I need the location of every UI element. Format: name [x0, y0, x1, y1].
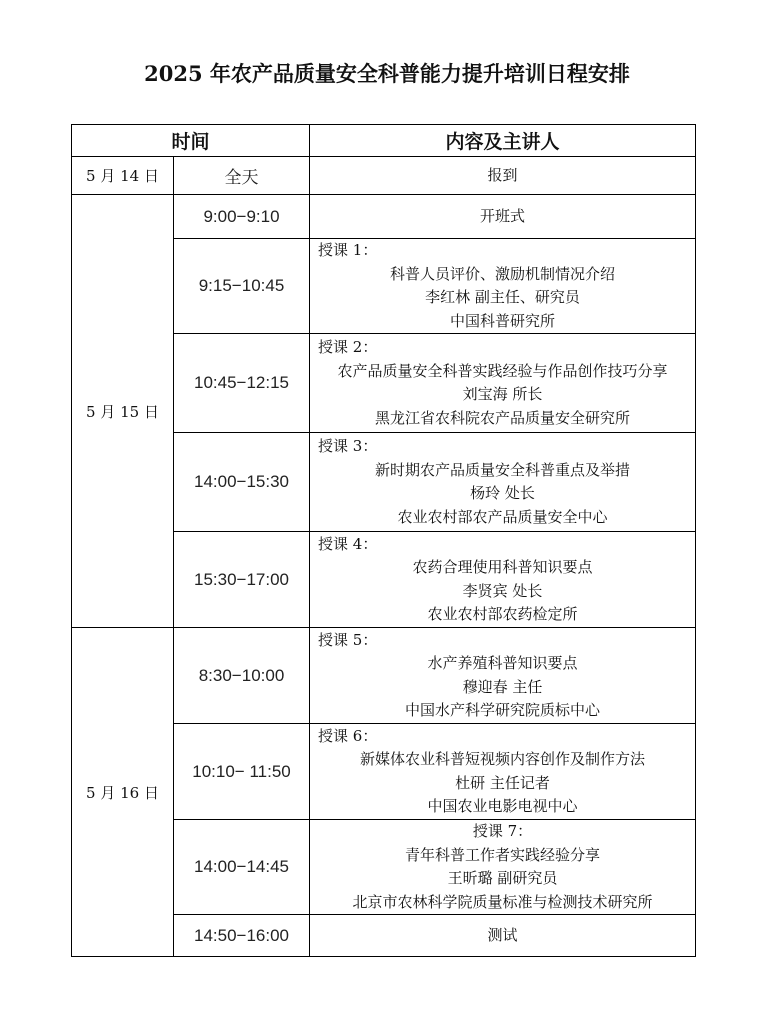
content-cell: [310, 239, 696, 334]
lecture-label: 授课 6：: [318, 726, 378, 745]
column-header-content: 内容及主讲人: [310, 125, 696, 157]
table-row: [72, 195, 696, 239]
table-row: [72, 157, 696, 195]
content-cell: [310, 433, 696, 532]
column-header-time: 时间: [72, 125, 310, 157]
table-row: [72, 628, 696, 724]
content-cell: [310, 628, 696, 724]
lecture-label: 授课 5：: [318, 630, 378, 649]
content-cell: [310, 532, 696, 628]
lecturer-name: 刘宝海 所长: [462, 385, 543, 403]
lecturer-organization: 农业农村部农药检定所: [427, 605, 578, 623]
time-cell: 8:30−10:00: [174, 628, 310, 724]
time-cell: 9:00−9:10: [174, 195, 310, 239]
lecturer-name: 李贤宾 处长: [462, 581, 543, 600]
content-cell: [310, 724, 696, 820]
lecturer-organization: 中国科普研究所: [450, 311, 556, 330]
lecturer-organization: 农业农村部农产品质量安全中心: [397, 507, 608, 526]
lecturer-name: 穆迎春 主任: [462, 677, 543, 696]
date-cell: 5 月 16 日: [72, 628, 174, 957]
lecturer-organization: 北京市农林科学院质量标准与检测技术研究所: [352, 892, 653, 911]
content-cell: [310, 820, 696, 915]
lecture-topic: 新时期农产品质量安全科普重点及举措: [375, 460, 631, 479]
time-cell: 14:00−14:45: [174, 820, 310, 915]
page-title: 2025 年农产品质量安全科普能力提升培训日程安排: [144, 61, 630, 86]
lecture-label: 授课 7：: [472, 822, 533, 840]
lecturer-name: 王昕璐 副研究员: [447, 869, 558, 887]
content-text: 测试: [487, 925, 518, 944]
date-cell: 5 月 15 日: [72, 195, 174, 628]
lecture-label: 授课 2：: [318, 338, 378, 356]
table-header-row: [72, 125, 696, 157]
content-cell: [310, 157, 696, 195]
lecturer-name: 杨玲 处长: [470, 484, 535, 502]
content-text: 开班式: [480, 206, 526, 225]
lecturer-organization: 中国水产科学研究院质标中心: [405, 701, 601, 719]
content-cell: [310, 915, 696, 957]
lecture-topic: 科普人员评价、激励机制情况介绍: [390, 264, 616, 283]
time-cell: 15:30−17:00: [174, 532, 310, 628]
lecture-label: 授课 4：: [318, 534, 378, 553]
content-cell: [310, 334, 696, 433]
lecture-topic: 农产品质量安全科普实践经验与作品创作技巧分享: [337, 361, 668, 380]
lecturer-name: 李红林 副主任、研究员: [425, 288, 580, 306]
lecture-label: 授课 1：: [318, 241, 378, 259]
time-cell: 10:10− 11:50: [174, 724, 310, 820]
lecture-topic: 农药合理使用科普知识要点: [412, 558, 593, 576]
lecture-topic: 青年科普工作者实践经验分享: [405, 845, 601, 864]
time-cell: 全天: [174, 157, 310, 195]
lecturer-name: 杜研 主任记者: [455, 773, 550, 792]
lecturer-organization: 中国农业电影电视中心: [427, 797, 578, 815]
lecturer-organization: 黑龙江省农科院农产品质量安全研究所: [375, 408, 631, 427]
date-cell: 5 月 14 日: [72, 157, 174, 195]
lecture-label: 授课 3：: [318, 437, 378, 455]
time-cell: 9:15−10:45: [174, 239, 310, 334]
content-cell: [310, 195, 696, 239]
schedule-table: [71, 124, 696, 957]
time-cell: 14:50−16:00: [174, 915, 310, 957]
content-text: 报到: [487, 165, 518, 184]
lecture-topic: 水产养殖科普知识要点: [427, 654, 578, 672]
time-cell: 10:45−12:15: [174, 334, 310, 433]
lecture-topic: 新媒体农业科普短视频内容创作及制作方法: [360, 750, 646, 768]
time-cell: 14:00−15:30: [174, 433, 310, 532]
